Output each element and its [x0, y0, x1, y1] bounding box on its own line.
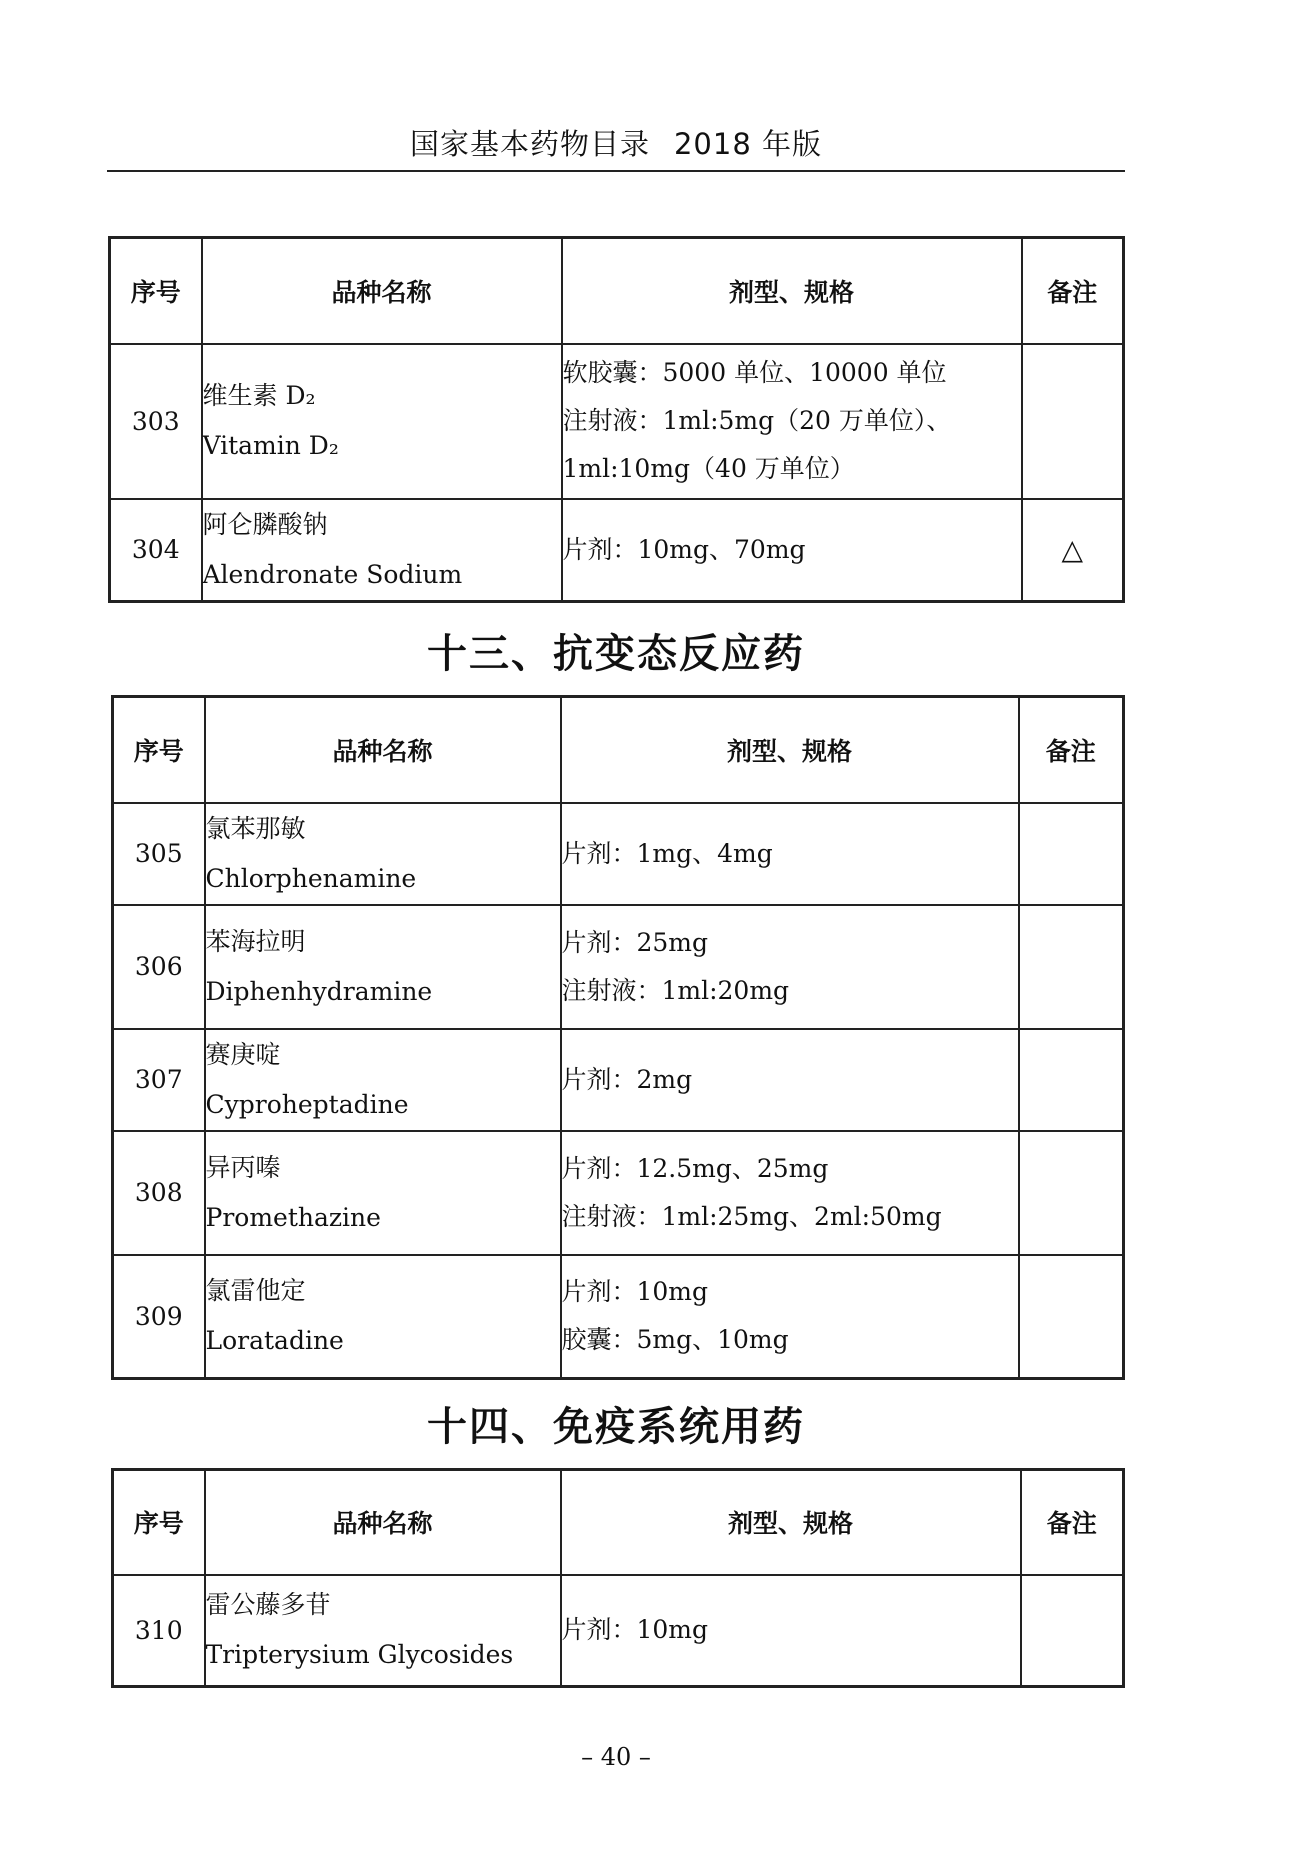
drug-spec	[562, 344, 1022, 499]
row-number: 307	[113, 1029, 205, 1131]
row-number: 309	[113, 1255, 205, 1379]
drug-note	[1019, 905, 1124, 1029]
drug-name-en: Vitamin D₂	[202, 431, 339, 460]
drug-name-en: Chlorphenamine	[205, 863, 417, 893]
drug-name-cn: 维生素 D₂	[202, 381, 316, 410]
section-title-13: 十三、抗变态反应药	[427, 631, 805, 677]
col-header-spec: 剂型、规格	[561, 697, 1019, 803]
row-number: 304	[110, 499, 202, 602]
drug-name	[205, 905, 561, 1029]
section-title-14: 十四、免疫系统用药	[427, 1404, 805, 1450]
drug-name	[202, 344, 562, 499]
drug-name-en: Cyproheptadine	[205, 1089, 409, 1119]
table-row	[113, 1029, 1124, 1131]
row-number: 305	[113, 803, 205, 905]
spec-line: 胶囊：5mg、10mg	[561, 1325, 789, 1355]
drug-note	[1019, 1255, 1124, 1379]
col-header-note: 备注	[1019, 697, 1124, 803]
drug-name-cn: 氯苯那敏	[205, 813, 306, 843]
col-header-name: 品种名称	[205, 1470, 561, 1575]
spec-line: 1ml:10mg（40 万单位）	[562, 454, 855, 483]
col-header-no: 序号	[110, 238, 202, 344]
drug-note	[1022, 344, 1124, 499]
col-header-no: 序号	[113, 1470, 205, 1575]
drug-table-3	[111, 1468, 1125, 1688]
drug-table-2	[111, 695, 1125, 1380]
page-header	[107, 122, 1125, 163]
drug-name-en: Loratadine	[205, 1326, 344, 1356]
table-row	[113, 1255, 1124, 1379]
header-edition: 2018 年版	[673, 127, 823, 161]
drug-name-cn: 阿仑膦酸钠	[202, 509, 328, 539]
table-row	[113, 1131, 1124, 1255]
drug-note	[1019, 1131, 1124, 1255]
spec-line: 片剂：10mg	[561, 1277, 709, 1307]
drug-name	[205, 803, 561, 905]
drug-spec	[561, 1131, 1019, 1255]
drug-name	[205, 1029, 561, 1131]
drug-name-cn: 氯雷他定	[205, 1276, 306, 1306]
table-row	[113, 905, 1124, 1029]
drug-spec	[561, 1575, 1021, 1687]
table-header-row	[113, 697, 1124, 803]
drug-spec	[561, 1255, 1019, 1379]
spec-line: 片剂：10mg、70mg	[562, 534, 806, 564]
drug-spec	[561, 1029, 1019, 1131]
spec-line: 片剂：1mg、4mg	[561, 838, 773, 868]
spec-line: 片剂：12.5mg、25mg	[561, 1153, 829, 1183]
drug-name-cn: 苯海拉明	[205, 926, 306, 956]
drug-note	[1019, 803, 1124, 905]
col-header-spec: 剂型、规格	[561, 1470, 1021, 1575]
row-number: 310	[113, 1575, 205, 1687]
row-number: 303	[110, 344, 202, 499]
header-title: 国家基本药物目录	[409, 127, 650, 161]
drug-name	[205, 1131, 561, 1255]
col-header-spec: 剂型、规格	[562, 238, 1022, 344]
spec-line: 软胶囊：5000 单位、10000 单位	[562, 358, 947, 387]
drug-note	[1021, 1575, 1124, 1687]
table-header-row	[110, 238, 1124, 344]
col-header-note: 备注	[1022, 238, 1124, 344]
drug-name-cn: 赛庚啶	[205, 1039, 281, 1069]
drug-spec	[562, 499, 1022, 602]
spec-line: 片剂：2mg	[561, 1064, 693, 1094]
drug-name	[205, 1255, 561, 1379]
drug-spec	[561, 803, 1019, 905]
spec-line: 注射液：1ml:25mg、2ml:50mg	[561, 1201, 942, 1231]
table-row	[113, 1575, 1124, 1687]
drug-name-en: Diphenhydramine	[205, 976, 433, 1006]
spec-line: 注射液：1ml:20mg	[561, 975, 790, 1005]
drug-name	[205, 1575, 561, 1687]
page-number: – 40 –	[581, 1743, 651, 1771]
drug-note	[1019, 1029, 1124, 1131]
col-header-name: 品种名称	[205, 697, 561, 803]
table-row	[113, 803, 1124, 905]
drug-name-cn: 异丙嗪	[205, 1152, 281, 1182]
drug-name	[202, 499, 562, 602]
col-header-name: 品种名称	[202, 238, 562, 344]
row-number: 306	[113, 905, 205, 1029]
drug-name-en: Promethazine	[205, 1202, 381, 1232]
drug-table-1	[108, 236, 1125, 603]
row-number: 308	[113, 1131, 205, 1255]
spec-line: 片剂：25mg	[561, 927, 709, 957]
drug-name-en: Alendronate Sodium	[202, 559, 463, 589]
drug-name-cn: 雷公藤多苷	[205, 1590, 331, 1620]
col-header-no: 序号	[113, 697, 205, 803]
spec-line: 注射液：1ml:5mg（20 万单位）、	[562, 406, 952, 435]
header-rule	[107, 170, 1125, 172]
drug-spec	[561, 905, 1019, 1029]
drug-note-triangle: △	[1022, 499, 1124, 602]
table-header-row	[113, 1470, 1124, 1575]
table-row	[110, 499, 1124, 602]
spec-line: 片剂：10mg	[561, 1615, 709, 1645]
drug-name-en: Tripterysium Glycosides	[205, 1640, 514, 1670]
table-row	[110, 344, 1124, 499]
col-header-note: 备注	[1021, 1470, 1124, 1575]
